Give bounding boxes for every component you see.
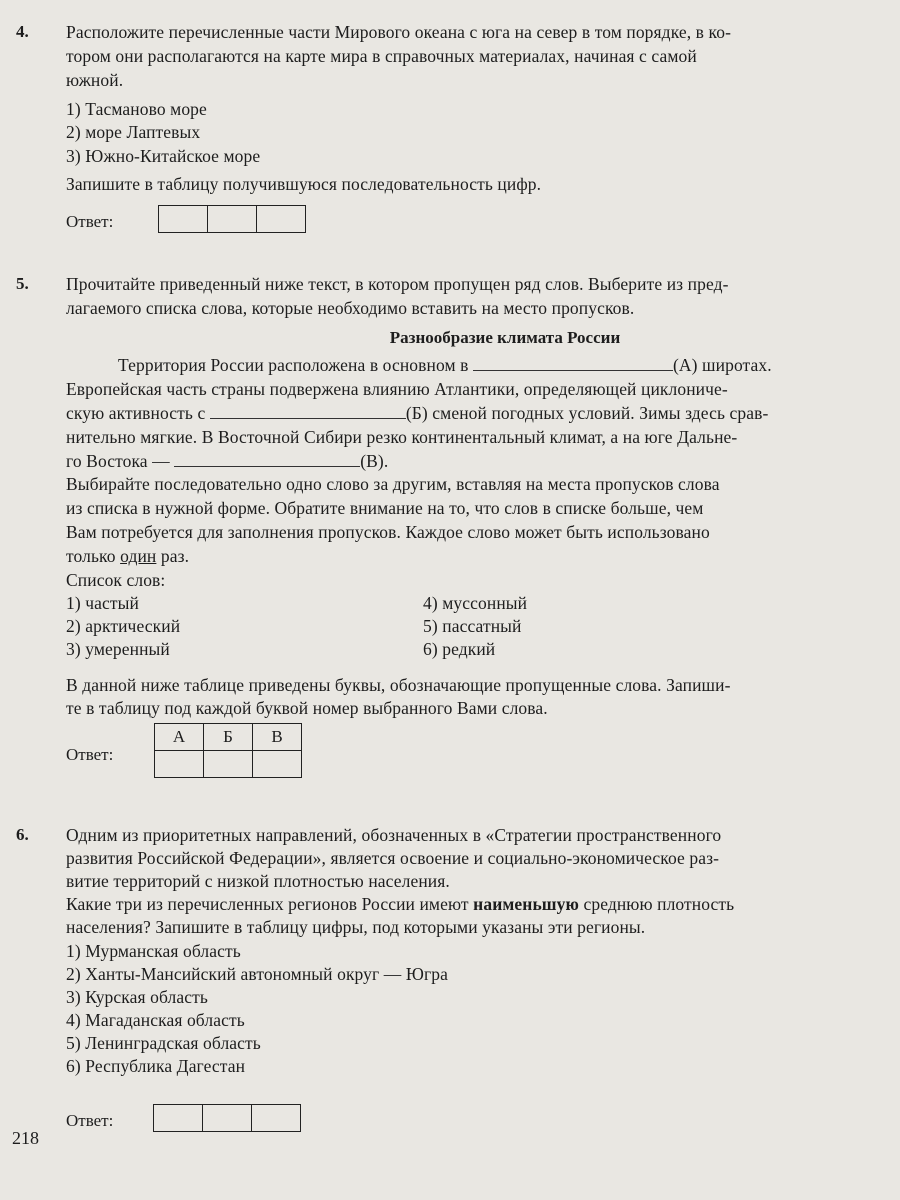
- q5-text-line: лагаемого списка слова, которые необходимо вставить на место пропусков.: [66, 298, 635, 318]
- q5-answer-label: Ответ:: [66, 745, 114, 764]
- q6-answer-cell[interactable]: [154, 1105, 203, 1132]
- page-number: 218: [12, 1128, 39, 1148]
- q6-text-line: развития Российской Федерации», является освоение и социально-экономическое раз-: [66, 848, 720, 868]
- q6-text: среднюю плотность: [583, 894, 735, 914]
- q4-answer-cell[interactable]: [159, 206, 208, 233]
- q5-passage-line: Европейская часть страны подвержена влиянию Атлантики, определяющей циклониче-: [66, 379, 728, 399]
- q4-option: 3) Южно-Китайское море: [66, 146, 261, 166]
- q5-passage-line: [66, 403, 768, 424]
- q5-instruction-line: [66, 546, 189, 567]
- q5-table-instruction: те в таблицу под каждой буквой номер выбранного Вами слова.: [66, 698, 548, 718]
- question-4-number: 4.: [16, 22, 29, 41]
- word-list-title: Список слов:: [66, 570, 166, 590]
- q5-instruction-emphasis: один: [120, 546, 157, 566]
- q5-instruction-text: раз.: [160, 546, 190, 566]
- question-5-number: 5.: [16, 274, 29, 293]
- q5-passage-text: го Востока —: [66, 451, 170, 471]
- q6-answer-table: [153, 1104, 301, 1132]
- q4-text-line: южной.: [66, 70, 124, 90]
- q5-instruction-line: Выбирайте последовательно одно слово за другим, вставляя на места пропусков слова: [66, 474, 720, 494]
- q6-text: Какие три из перечисленных регионов России имеют: [66, 894, 469, 914]
- q4-option: 2) море Лаптевых: [66, 122, 201, 142]
- question-6-number: 6.: [16, 825, 29, 844]
- q4-text-line: тором они располагаются на карте мира в справочных материалах, начиная с самой: [66, 46, 697, 66]
- q5-passage-title: Разнообразие климата России: [389, 328, 621, 347]
- word-list-item: 2) арктический: [66, 616, 181, 636]
- gap-b-blank[interactable]: [210, 404, 406, 419]
- q6-text-line: населения? Запишите в таблицу цифры, под которыми указаны эти регионы.: [66, 917, 646, 937]
- q6-text-line: [66, 894, 734, 915]
- q5-passage-line: [118, 355, 772, 376]
- q6-option: 5) Ленинградская область: [66, 1033, 261, 1053]
- q5-instruction-text: только: [66, 546, 116, 566]
- q5-answer-cell[interactable]: [155, 751, 204, 778]
- q6-answer-cell[interactable]: [252, 1105, 301, 1132]
- q6-text-line: витие территорий с низкой плотностью населения.: [66, 871, 450, 891]
- q6-text-line: Одним из приоритетных направлений, обозначенных в «Стратегии пространственного: [66, 825, 722, 845]
- q4-answer-table: [158, 205, 306, 233]
- q5-passage-text: Территория России расположена в основном в: [118, 355, 469, 375]
- q5-passage-text: скую активность с: [66, 403, 206, 423]
- q5-answer-cell[interactable]: [253, 751, 302, 778]
- q6-option: 4) Магаданская область: [66, 1010, 245, 1030]
- q6-option: 1) Мурманская область: [66, 941, 241, 961]
- q6-answer-cell[interactable]: [203, 1105, 252, 1132]
- q4-option: 1) Тасманово море: [66, 99, 207, 119]
- q5-passage-line: [66, 451, 388, 472]
- q5-answer-table: [154, 723, 302, 778]
- q4-answer-label: Ответ:: [66, 212, 114, 231]
- q4-text-line: Расположите перечисленные части Мирового океана с юга на север в том порядке, в ко-: [66, 22, 732, 42]
- q5-passage-line: нительно мягкие. В Восточной Сибири резко континентальный климат, а на юге Дальне-: [66, 427, 738, 447]
- word-list-item: 3) умеренный: [66, 639, 170, 659]
- q5-answer-cell[interactable]: [204, 751, 253, 778]
- word-list-item: 4) муссонный: [423, 593, 528, 613]
- gap-c-blank[interactable]: [174, 452, 360, 467]
- q4-answer-cell[interactable]: [257, 206, 306, 233]
- q4-instruction: Запишите в таблицу получившуюся последовательность цифр.: [66, 174, 542, 194]
- q6-answer-label: Ответ:: [66, 1111, 114, 1130]
- letter-header-a: А: [155, 724, 204, 751]
- q4-answer-cell[interactable]: [208, 206, 257, 233]
- word-list-item: 6) редкий: [423, 639, 496, 659]
- q6-option: 2) Ханты-Мансийский автономный округ — Югра: [66, 964, 448, 984]
- q5-text-line: Прочитайте приведенный ниже текст, в котором пропущен ряд слов. Выберите из пред-: [66, 274, 729, 294]
- letter-header-b: Б: [204, 724, 253, 751]
- letter-header-c: В: [253, 724, 302, 751]
- gap-a-blank[interactable]: [473, 356, 673, 371]
- q6-emphasis: наименьшую: [473, 894, 579, 914]
- word-list-item: 1) частый: [66, 593, 139, 613]
- q5-passage-text: (Б) сменой погодных условий. Зимы здесь срав-: [405, 403, 769, 423]
- q5-passage-text: (А) широтах.: [672, 355, 772, 375]
- q5-passage-text: (В).: [360, 451, 389, 471]
- q5-instruction-line: из списка в нужной форме. Обратите внимание на то, что слов в списке больше, чем: [66, 498, 704, 518]
- q6-option: 3) Курская область: [66, 987, 208, 1007]
- q5-instruction-line: Вам потребуется для заполнения пропусков. Каждое слово может быть использовано: [66, 522, 710, 542]
- word-list-item: 5) пассатный: [423, 616, 522, 636]
- q5-table-instruction: В данной ниже таблице приведены буквы, обозначающие пропущенные слова. Запиши-: [66, 675, 731, 695]
- q6-option: 6) Республика Дагестан: [66, 1056, 246, 1076]
